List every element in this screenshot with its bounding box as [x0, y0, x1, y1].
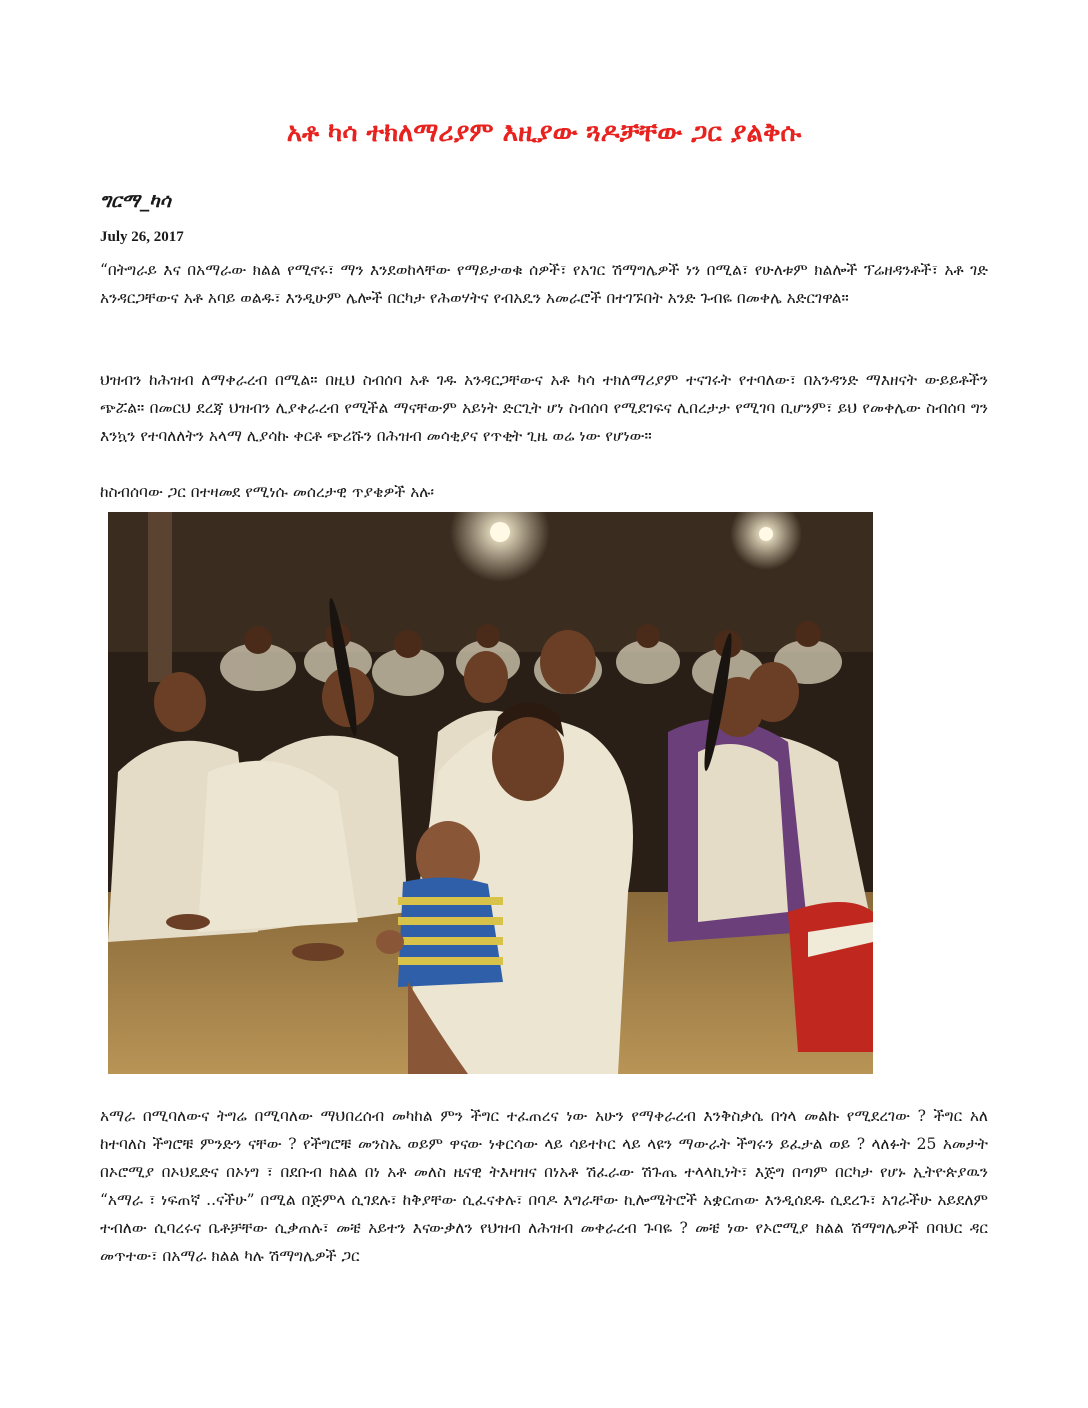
paragraph-2: ህዝብን ከሕዝብ ለማቀራረብ በሚል። በዚህ ስብሰባ አቶ ገዱ አንዳርጋቸውና አቶ ካሳ ተክለማሪያም ተናገሩት የተባለው፣ በአንዳንድ ማእዘናት ውይይቶችን ጭሯል። በመርህ ደረጃ ህዝብን ሊያቀራረብ የሚችል ማናቸውም አይነት ድርጊት ሆነ ስብሰባ የሚደገፍና ሊበረታታ የሚገባ ቢሆንም፣ ይህ የመቀሌው ስብሰባ ግን እንኳን የተባለለትን አላማ ሊያሳኩ ቀርቶ ጭሪሹን በሕዝብ መሳቂያና የጥቂት ጊዜ ወሬ ነው የሆነው።	[100, 371, 988, 445]
photo-illustration	[108, 512, 873, 1074]
article-author: ግርማ_ካሳ	[100, 190, 171, 212]
paragraph-4: አማራ በሚባለውና ትግሬ በሚባለው ማህበረሰብ መካከል ምን ችግር ተፈጠረና ነው አሁን የማቀራረብ እንቅስቃሴ በጎላ መልኩ የሚደረገው ? ችግር አለ ከተባለስ ችግሮቹ ምንድን ናቸው ? የችግሮቹ መንስኤ ወይም ዋናው ነቀርሳው ላይ ሳይተኮር ላይ ላዩን ማውራት ችግሩን ይፈታል ወይ ? ላለፉት 25 አመታት በኦሮሚያ በኦህዴድና በኦነግ ፣ በደቡብ ክልል በነ አቶ መለስ ዜናዊ ትእዛዝና በነአቶ ሽፈራው ሽጉጤ ተላላኪነት፣ እጅግ በጣም በርካታ የሆኑ ኢትዮጵያዉን “አማራ ፣ ነፍጠኛ ..ናችሁ” በሚል በጅምላ ሲገደሉ፣ ከቅያቸው ሲፈናቀሉ፣ በባዶ እግራቸው ኪሎሜትሮች አቋርጠው እንዲሰደዱ ሲደረጉ፣ አገራችሁ አይደለም ተብለው ሲባረሩና ቤቶቻቸው ሲቃጠሉ፣ መቼ አይተን እናውቃለን የህዝብ ለሕዝብ መቀራረብ ጉባዬ ? መቼ ነው የኦሮሚያ ክልል ሽማግሌዎች በባህር ዳር መጥተው፣ በአማራ ክልል ካሉ ሽማግሌዎች ጋር	[100, 1107, 988, 1265]
paragraph-3: ከስብሰባው ጋር በተዛመደ የሚነሱ መሰረታዊ ጥያቄዎች አሉ፡	[100, 483, 435, 501]
paragraph-1: “በትግራይ እና በአማራው ክልል የሚኖሩ፣ ማን እንደወከላቸው የማይታወቁ ሰዎች፣ የአገር ሽማግሌዎች ነን በሚል፣ የሁለቱም ክልሎች ፕሬዘዳንቶች፣ አቶ ገድ አንዳርጋቸውና አቶ አባይ ወልዱ፣ እንዲሁም ሌሎች በርካታ የሕወሃትና የብአዴን አመራሮች በተገኙበት አንድ ጉብዬ በመቀሌ አድርገዋል።	[100, 261, 988, 307]
article-date: July 26, 2017	[100, 229, 184, 245]
article-title: አቶ ካሳ ተክለማሪያም እዚያው ጓዶቻቸው ጋር ያልቅሱ	[286, 118, 802, 148]
article-photo	[108, 512, 873, 1074]
